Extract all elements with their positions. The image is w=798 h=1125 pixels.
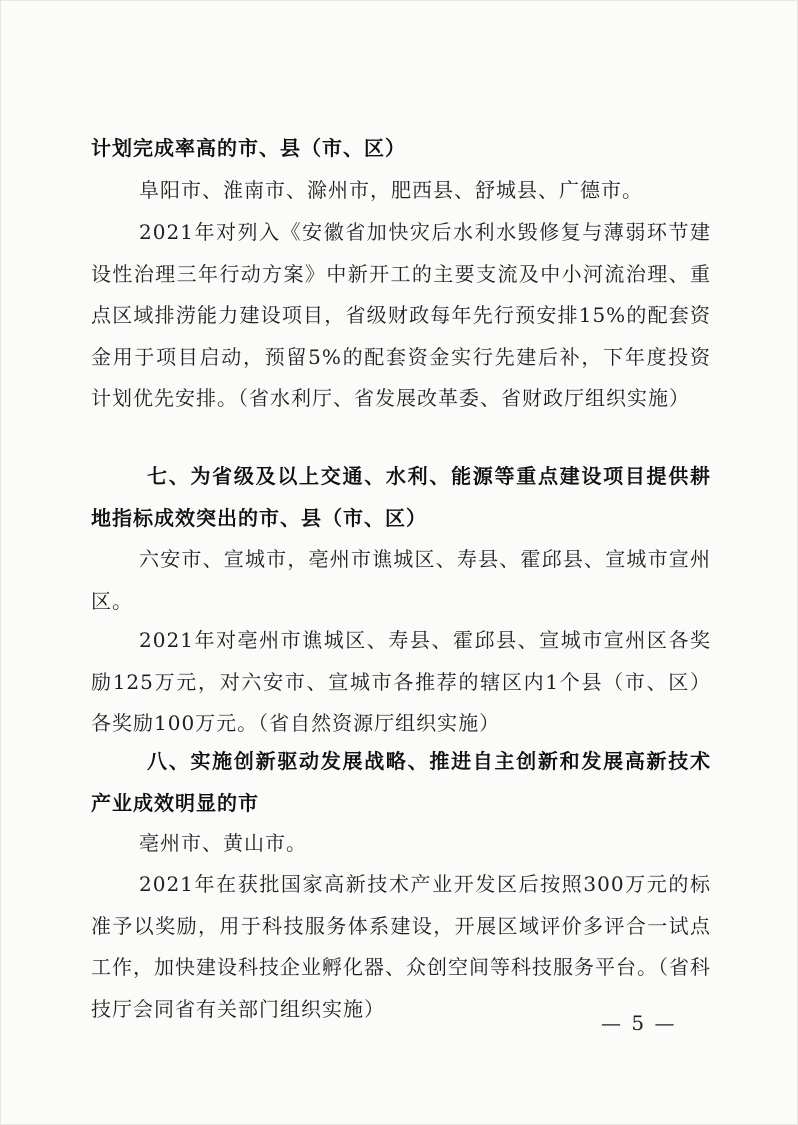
heading-section-7: 七、为省级及以上交通、水利、能源等重点建设项目提供耕地指标成效突出的市、县（市、区） xyxy=(91,464,711,530)
page-number: — 5 — xyxy=(601,1011,677,1035)
paragraph-body-6: 2021年对列入《安徽省加快灾后水利水毁修复与薄弱环节建设性治理三年行动方案》中新开工的主要支流及中小河流治理、重点区域排涝能力建设项目，省级财政每年先行预安排15%的配套资金用于项目启动，预留5%的配套资金实行先建后补，下年度投资计划优先安排。（省水利厅、省发展改革委、省财政厅组织实施） xyxy=(91,220,711,410)
paragraph-list-cities-7: 六安市、宣城市，亳州市谯城区、寿县、霍邱县、宣城市宣州区。 xyxy=(91,547,711,613)
paragraph-body-8: 2021年在获批国家高新技术产业开发区后按照300万元的标准予以奖励，用于科技服务体系建设，开展区域评价多评合一试点工作，加快建设科技企业孵化器、众创空间等科技服务平台。（省科技厅会同省有关部门组织实施） xyxy=(91,872,711,1021)
paragraph-body-7: 2021年对亳州市谯城区、寿县、霍邱县、宣城市宣州区各奖励125万元，对六安市、宣城市各推荐的辖区内1个县（市、区）各奖励100万元。（省自然资源厅组织实施） xyxy=(91,628,711,735)
heading-continuation: 计划完成率高的市、县（市、区） xyxy=(91,136,406,160)
paragraph-list-cities-8: 亳州市、黄山市。 xyxy=(139,831,307,855)
heading-section-8: 八、实施创新驱动发展战略、推进自主创新和发展高新技术产业成效明显的市 xyxy=(91,749,711,815)
paragraph-list-cities-6: 阜阳市、淮南市、滁州市，肥西县、舒城县、广德市。 xyxy=(139,178,643,202)
